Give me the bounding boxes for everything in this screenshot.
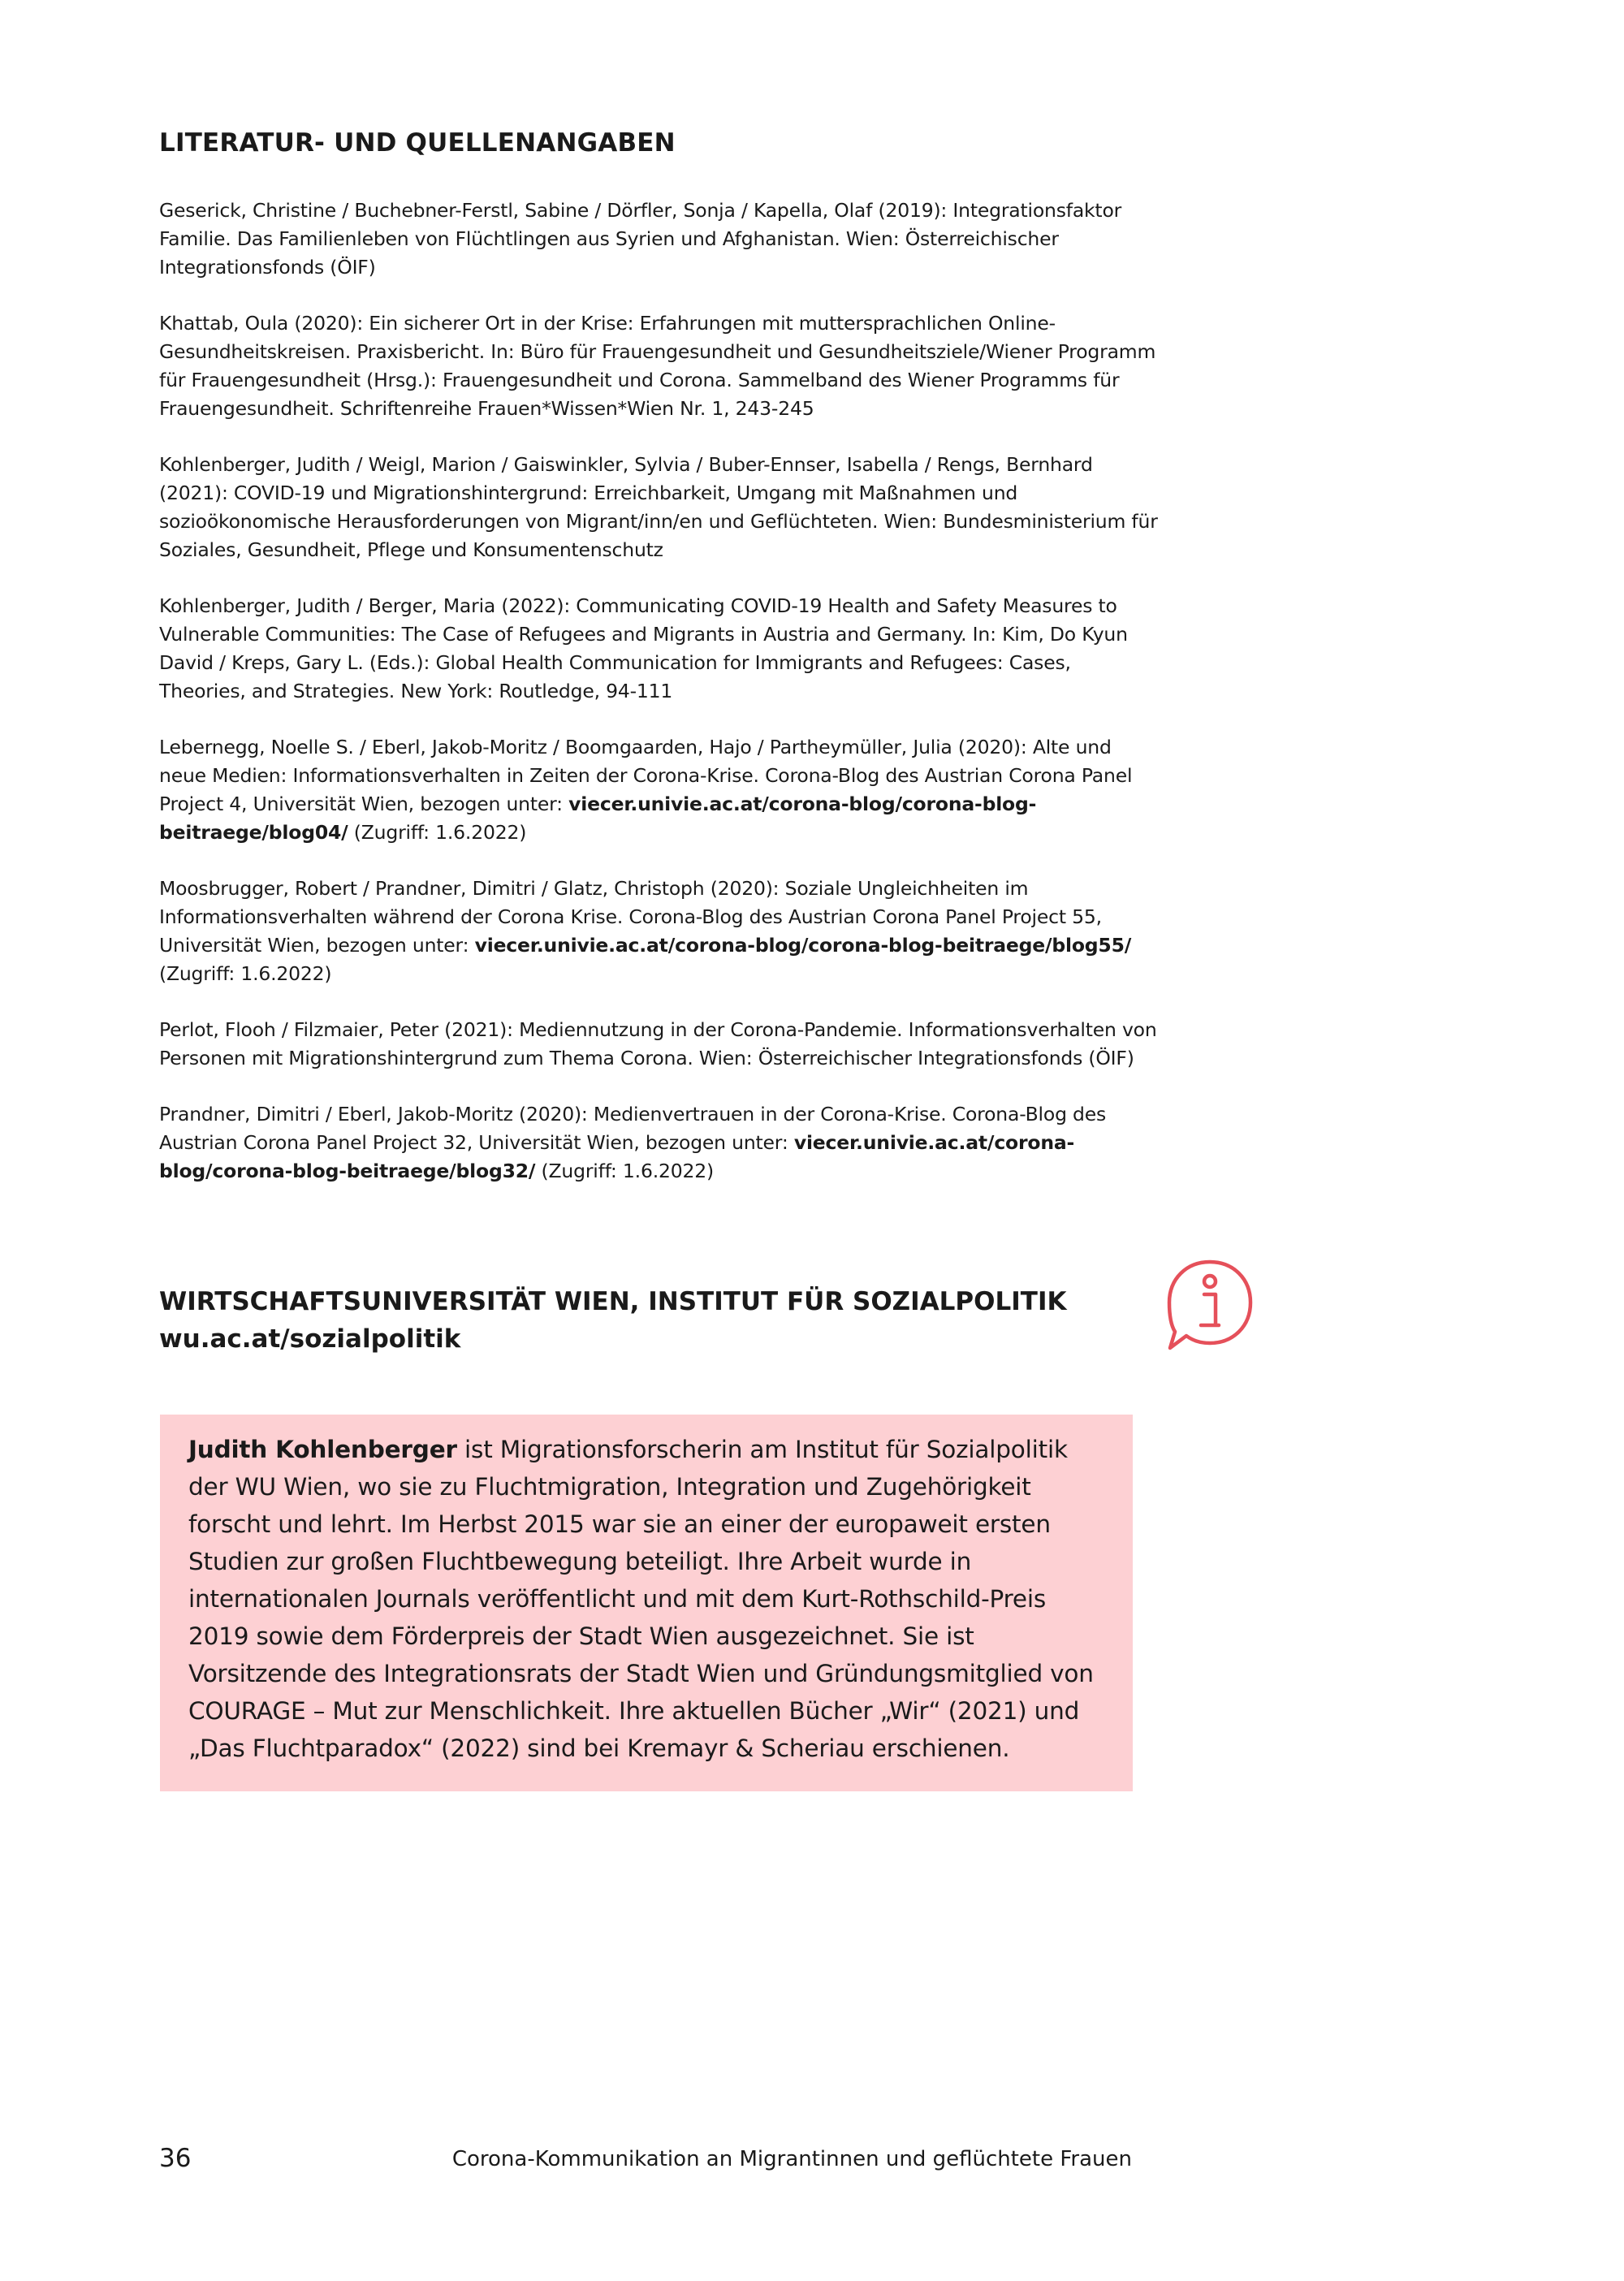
reference-text: Khattab, Oula (2020): Ein sicherer Ort in der Krise: Erfahrungen mit muttersprachlichen Online-Gesundheitskreisen. Praxisbericht. In: Büro für Frauengesundheit und Gesundheitsziele/Wiener Programm für Frauengesundheit (Hrsg.): Frauengesundheit und Corona. Sammelband des Wiener Programms für Frauengesundheit. Schriftenreihe Frauen*Wissen*Wien Nr. 1, 243-245 (159, 312, 1156, 420)
reference-text: Perlot, Flooh / Filzmaier, Peter (2021): Mediennutzung in der Corona-Pandemie. Informationsverhalten von Personen mit Migrationshintergrund zum Thema Corona. Wien: Österreichischer Integrationsfonds (ÖIF) (159, 1018, 1157, 1069)
reference-text: Kohlenberger, Judith / Berger, Maria (2022): Communicating COVID-19 Health and Safety Measures to Vulnerable Communities: The Case of Refugees and Migrants in Austria and Germany. In: Kim, Do Kyun David / Kreps, Gary L. (Eds.): Global Health Communication for Immigrants and Refugees: Cases, Theories, and Strategies. New York: Routledge, 94-111 (159, 594, 1128, 702)
author-bio-box (160, 1415, 1133, 1791)
reference-item (159, 1100, 1158, 1186)
info-stem (1201, 1294, 1219, 1325)
institute-url[interactable]: wu.ac.at/sozialpolitik (159, 1324, 461, 1354)
info-speech-bubble-icon (1165, 1257, 1255, 1354)
institute-title: WIRTSCHAFTSUNIVERSITÄT WIEN, INSTITUT FÜR SOZIALPOLITIK (159, 1287, 1067, 1316)
author-name: Judith Kohlenberger (188, 1436, 457, 1463)
reference-text: Lebernegg, Noelle S. / Eberl, Jakob-Moritz / Boomgaarden, Hajo / Partheymüller, Julia (2020): Alte und neue Medien: Informationsverhalten in Zeiten der Corona-Krise. Corona-Blog des Austrian Corona Panel Project 4, Universität Wien, bezogen unter: (159, 736, 1133, 815)
reference-text: Geserick, Christine / Buchebner-Ferstl, Sabine / Dörfler, Sonja / Kapella, Olaf (2019): Integrationsfaktor Familie. Das Familienleben von Flüchtlingen aus Syrien und Afghanistan. Wien: Österreichischer Integrationsfonds (ÖIF) (159, 199, 1122, 279)
reference-item (159, 733, 1158, 847)
references-heading: LITERATUR- UND QUELLENANGABEN (159, 128, 676, 158)
page-number: 36 (159, 2144, 192, 2173)
reference-text: Prandner, Dimitri / Eberl, Jakob-Moritz (2020): Medienvertrauen in der Corona-Krise. Corona-Blog des Austrian Corona Panel Project 32, Universität Wien, bezogen unter: (159, 1103, 1107, 1154)
references-list (159, 197, 1158, 1213)
reference-text: Moosbrugger, Robert / Prandner, Dimitri / Glatz, Christoph (2020): Soziale Ungleichheiten im Informationsverhalten während der Corona Krise. Corona-Blog des Austrian Corona Panel Project 55, Universität Wien, bezogen unter: (159, 877, 1102, 957)
reference-url[interactable]: viecer.univie.ac.at/corona-blog/corona-blog-beitraege/blog32/ (159, 1131, 1075, 1182)
author-bio-body: ist Migrationsforscherin am Institut für Sozialpolitik der WU Wien, wo sie zu Fluchtmigration, Integration und Zugehörigkeit forscht und lehrt. Im Herbst 2015 war sie an einer der europaweit ersten Studien zur großen Fluchtbewegung beteiligt. Ihre Arbeit wurde in internationalen Journals veröffentlicht und mit dem Kurt-Rothschild-Preis 2019 sowie dem Förderpreis der Stadt Wien ausgezeichnet. Sie ist Vorsitzende des Integrationsrats der Stadt Wien und Gründungsmitglied von COURAGE – Mut zur Menschlichkeit. Ihre aktuellen Bücher „Wir“ (2021) und „Das Fluchtparadox“ (2022) sind bei Kremayr & Scheriau erschienen. (188, 1436, 1094, 1762)
author-bio-text (188, 1431, 1105, 1767)
reference-access-date: (Zugriff: 1.6.2022) (535, 1160, 714, 1182)
reference-item (159, 1016, 1158, 1073)
reference-access-date: (Zugriff: 1.6.2022) (159, 962, 332, 985)
info-dot (1204, 1276, 1216, 1287)
reference-access-date: (Zugriff: 1.6.2022) (348, 821, 527, 844)
reference-url[interactable]: viecer.univie.ac.at/corona-blog/corona-blog-beitraege/blog55/ (474, 934, 1132, 957)
reference-item (159, 875, 1158, 988)
reference-text: Kohlenberger, Judith / Weigl, Marion / Gaiswinkler, Sylvia / Buber-Ennser, Isabella / Rengs, Bernhard (2021): COVID-19 und Migrationshintergrund: Erreichbarkeit, Umgang mit Maßnahmen und sozioökonomische Herausforderungen von Migrant/inn/en und Geflüchteten. Wien: Bundesministerium für Soziales, Gesundheit, Pflege und Konsumentenschutz (159, 453, 1158, 561)
reference-item (159, 592, 1158, 706)
reference-item (159, 309, 1158, 423)
reference-item (159, 197, 1158, 282)
reference-item (159, 451, 1158, 564)
footer-title: Corona-Kommunikation an Migrantinnen und geflüchtete Frauen (451, 2147, 1132, 2171)
reference-url[interactable]: viecer.univie.ac.at/corona-blog/corona-blog-beitraege/blog04/ (159, 793, 1037, 844)
